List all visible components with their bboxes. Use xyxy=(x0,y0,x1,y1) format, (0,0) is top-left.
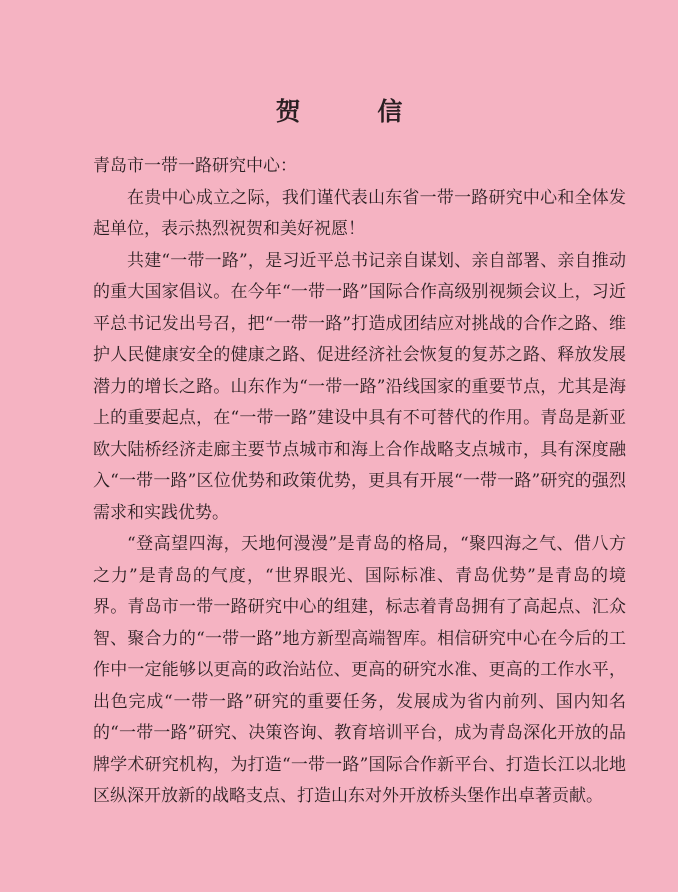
paragraph-qingdao: “登高望四海，天地何漫漫”是青岛的格局，“聚四海之气、借八方之力”是青岛的气度，“世界眼光、国际标准、青岛优势”是青岛的境界。青岛市一带一路研究中心的组建，标志着青岛拥有了高起点、汇众智、聚合力的“一带一路”地方新型高端智库。相信研究中心在今后的工作中一定能够以更高的政治站位、更高的研究水准、更高的工作水平，出色完成“一带一路”研究的重要任务，发展成为省内前列、国内知名的“一带一路”研究、决策咨询、教育培训平台，成为青岛深化开放的品牌学术研究机构，为打造“一带一路”国际合作新平台、打造长江以北地区纵深开放新的战略支点、打造山东对外开放桥头堡作出卓著贡献。 xyxy=(93,534,626,806)
salutation: 青岛市一带一路研究中心： xyxy=(93,156,297,176)
letter-body xyxy=(93,151,626,813)
letter-title: 贺 信 xyxy=(275,97,437,126)
paragraph-belt-and-road: 共建“一带一路”，是习近平总书记亲自谋划、亲自部署、亲自推动的重大国家倡议。在今年“一带一路”国际合作高级别视频会议上，习近平总书记发出号召，把“一带一路”打造成团结应对挑战的合作之路、维护人民健康安全的健康之路、促进经济社会恢复的复苏之路、释放发展潜力的增长之路。山东作为“一带一路”沿线国家的重要节点，尤其是海上的重要起点，在“一带一路”建设中具有不可替代的作用。青岛是新亚欧大陆桥经济走廊主要节点城市和海上合作战略支点城市，具有深度融入“一带一路”区位优势和政策优势，更具有开展“一带一路”研究的强烈需求和实践优势。 xyxy=(93,250,626,523)
paragraph-congratulations: 在贵中心成立之际，我们谨代表山东省一带一路研究中心和全体发起单位，表示热烈祝贺和美好祝愿！ xyxy=(93,187,626,239)
